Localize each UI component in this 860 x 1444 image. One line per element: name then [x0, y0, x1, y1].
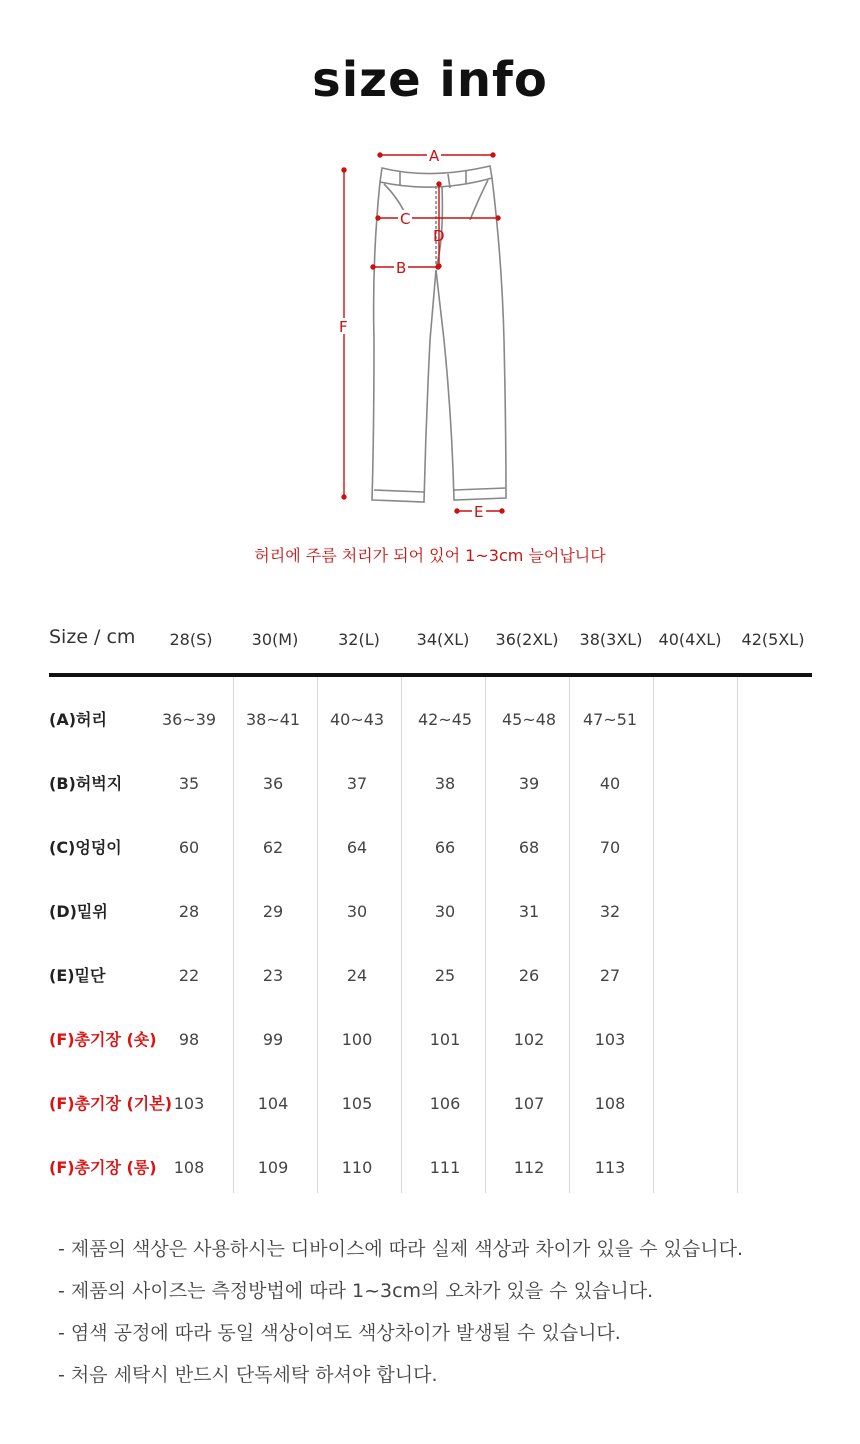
table-cell: 35: [178, 774, 200, 793]
table-cell: 70: [599, 838, 621, 857]
table-cell: 99: [262, 1030, 284, 1049]
note-line: - 제품의 색상은 사용하시는 디바이스에 따라 실제 색상과 차이가 있을 수 있습니다.: [58, 1238, 744, 1260]
table-cell: 110: [341, 1158, 373, 1177]
table-cell: 108: [594, 1094, 626, 1113]
table-cell: 26: [518, 966, 540, 985]
table-cell: 104: [257, 1094, 289, 1113]
measure-lines: [342, 153, 504, 513]
table-cell: 36: [262, 774, 284, 793]
col-header: 34(XL): [416, 630, 470, 649]
table-cell: 47~51: [582, 710, 638, 729]
label-e: E: [474, 503, 484, 521]
row-label: (B)허벅지: [49, 774, 123, 793]
label-b: B: [396, 259, 407, 277]
table-cell: 38~41: [245, 710, 301, 729]
table-cell: 28: [178, 902, 200, 921]
table-cell: 27: [599, 966, 621, 985]
table-cell: 112: [513, 1158, 545, 1177]
row-label: (F)총기장 (롱): [49, 1158, 157, 1177]
label-f: F: [339, 318, 348, 336]
table-cell: 45~48: [501, 710, 557, 729]
table-cell: 105: [341, 1094, 373, 1113]
table-cell: 103: [173, 1094, 205, 1113]
table-cell: 64: [346, 838, 368, 857]
table-row: [49, 741, 812, 805]
row-label: (E)밑단: [49, 966, 106, 985]
row-label: (F)총기장 (숏): [49, 1030, 157, 1049]
table-cell: 109: [257, 1158, 289, 1177]
table-cell: 66: [434, 838, 456, 857]
table-row: [49, 869, 812, 933]
table-row: [49, 997, 812, 1061]
table-cell: 40: [599, 774, 621, 793]
table-cell: 101: [429, 1030, 461, 1049]
table-cell: 40~43: [329, 710, 385, 729]
table-cell: 62: [262, 838, 284, 857]
waist-stretch-note: 허리에 주름 처리가 되어 있어 1~3cm 늘어납니다: [254, 546, 606, 565]
table-row: [49, 933, 812, 997]
col-header: 40(4XL): [658, 630, 722, 649]
table-cell: 60: [178, 838, 200, 857]
col-header: 30(M): [251, 630, 299, 649]
table-cell: 30: [346, 902, 368, 921]
size-table-header: [49, 612, 812, 672]
col-header: 36(2XL): [495, 630, 559, 649]
table-cell: 29: [262, 902, 284, 921]
table-cell: 22: [178, 966, 200, 985]
label-c: C: [400, 210, 411, 228]
table-cell: 36~39: [161, 710, 217, 729]
note-line: - 처음 세탁시 반드시 단독세탁 하셔야 합니다.: [58, 1364, 438, 1386]
table-cell: 25: [434, 966, 456, 985]
table-cell: 32: [599, 902, 621, 921]
measure-labels: [337, 147, 486, 521]
table-cell: 111: [429, 1158, 461, 1177]
table-cell: 103: [594, 1030, 626, 1049]
pants-measurement-diagram: [330, 140, 530, 530]
label-d: D: [433, 227, 445, 245]
table-cell: 107: [513, 1094, 545, 1113]
care-notes: [58, 1236, 838, 1404]
note-line: - 염색 공정에 따라 동일 색상이여도 색상차이가 발생될 수 있습니다.: [58, 1322, 621, 1344]
table-row: [49, 1061, 812, 1125]
table-cell: 98: [178, 1030, 200, 1049]
row-label: (A)허리: [49, 710, 107, 729]
table-cell: 68: [518, 838, 540, 857]
col-header: 32(L): [338, 630, 380, 649]
col-header: 38(3XL): [579, 630, 643, 649]
table-row: [49, 677, 812, 741]
pants-drawing: [330, 140, 530, 530]
table-cell: 38: [434, 774, 456, 793]
col-header: 42(5XL): [741, 630, 805, 649]
label-a: A: [429, 147, 440, 165]
table-cell: 39: [518, 774, 540, 793]
header-label: Size / cm: [49, 626, 136, 648]
table-cell: 30: [434, 902, 456, 921]
table-cell: 106: [429, 1094, 461, 1113]
row-label: (F)총기장 (기본): [49, 1094, 173, 1113]
table-cell: 37: [346, 774, 368, 793]
page-title: size info: [312, 52, 548, 108]
size-table-body: [49, 677, 812, 1193]
table-cell: 108: [173, 1158, 205, 1177]
note-line: - 제품의 사이즈는 측정방법에 따라 1~3cm의 오차가 있을 수 있습니다.: [58, 1280, 654, 1302]
table-cell: 113: [594, 1158, 626, 1177]
table-cell: 102: [513, 1030, 545, 1049]
table-cell: 31: [518, 902, 540, 921]
table-cell: 100: [341, 1030, 373, 1049]
table-cell: 23: [262, 966, 284, 985]
col-header: 28(S): [169, 630, 213, 649]
table-row: [49, 1125, 812, 1189]
row-label: (D)밑위: [49, 902, 108, 921]
size-table: [49, 612, 812, 1177]
table-cell: 24: [346, 966, 368, 985]
table-row: [49, 805, 812, 869]
row-label: (C)엉덩이: [49, 838, 122, 857]
table-cell: 42~45: [417, 710, 473, 729]
